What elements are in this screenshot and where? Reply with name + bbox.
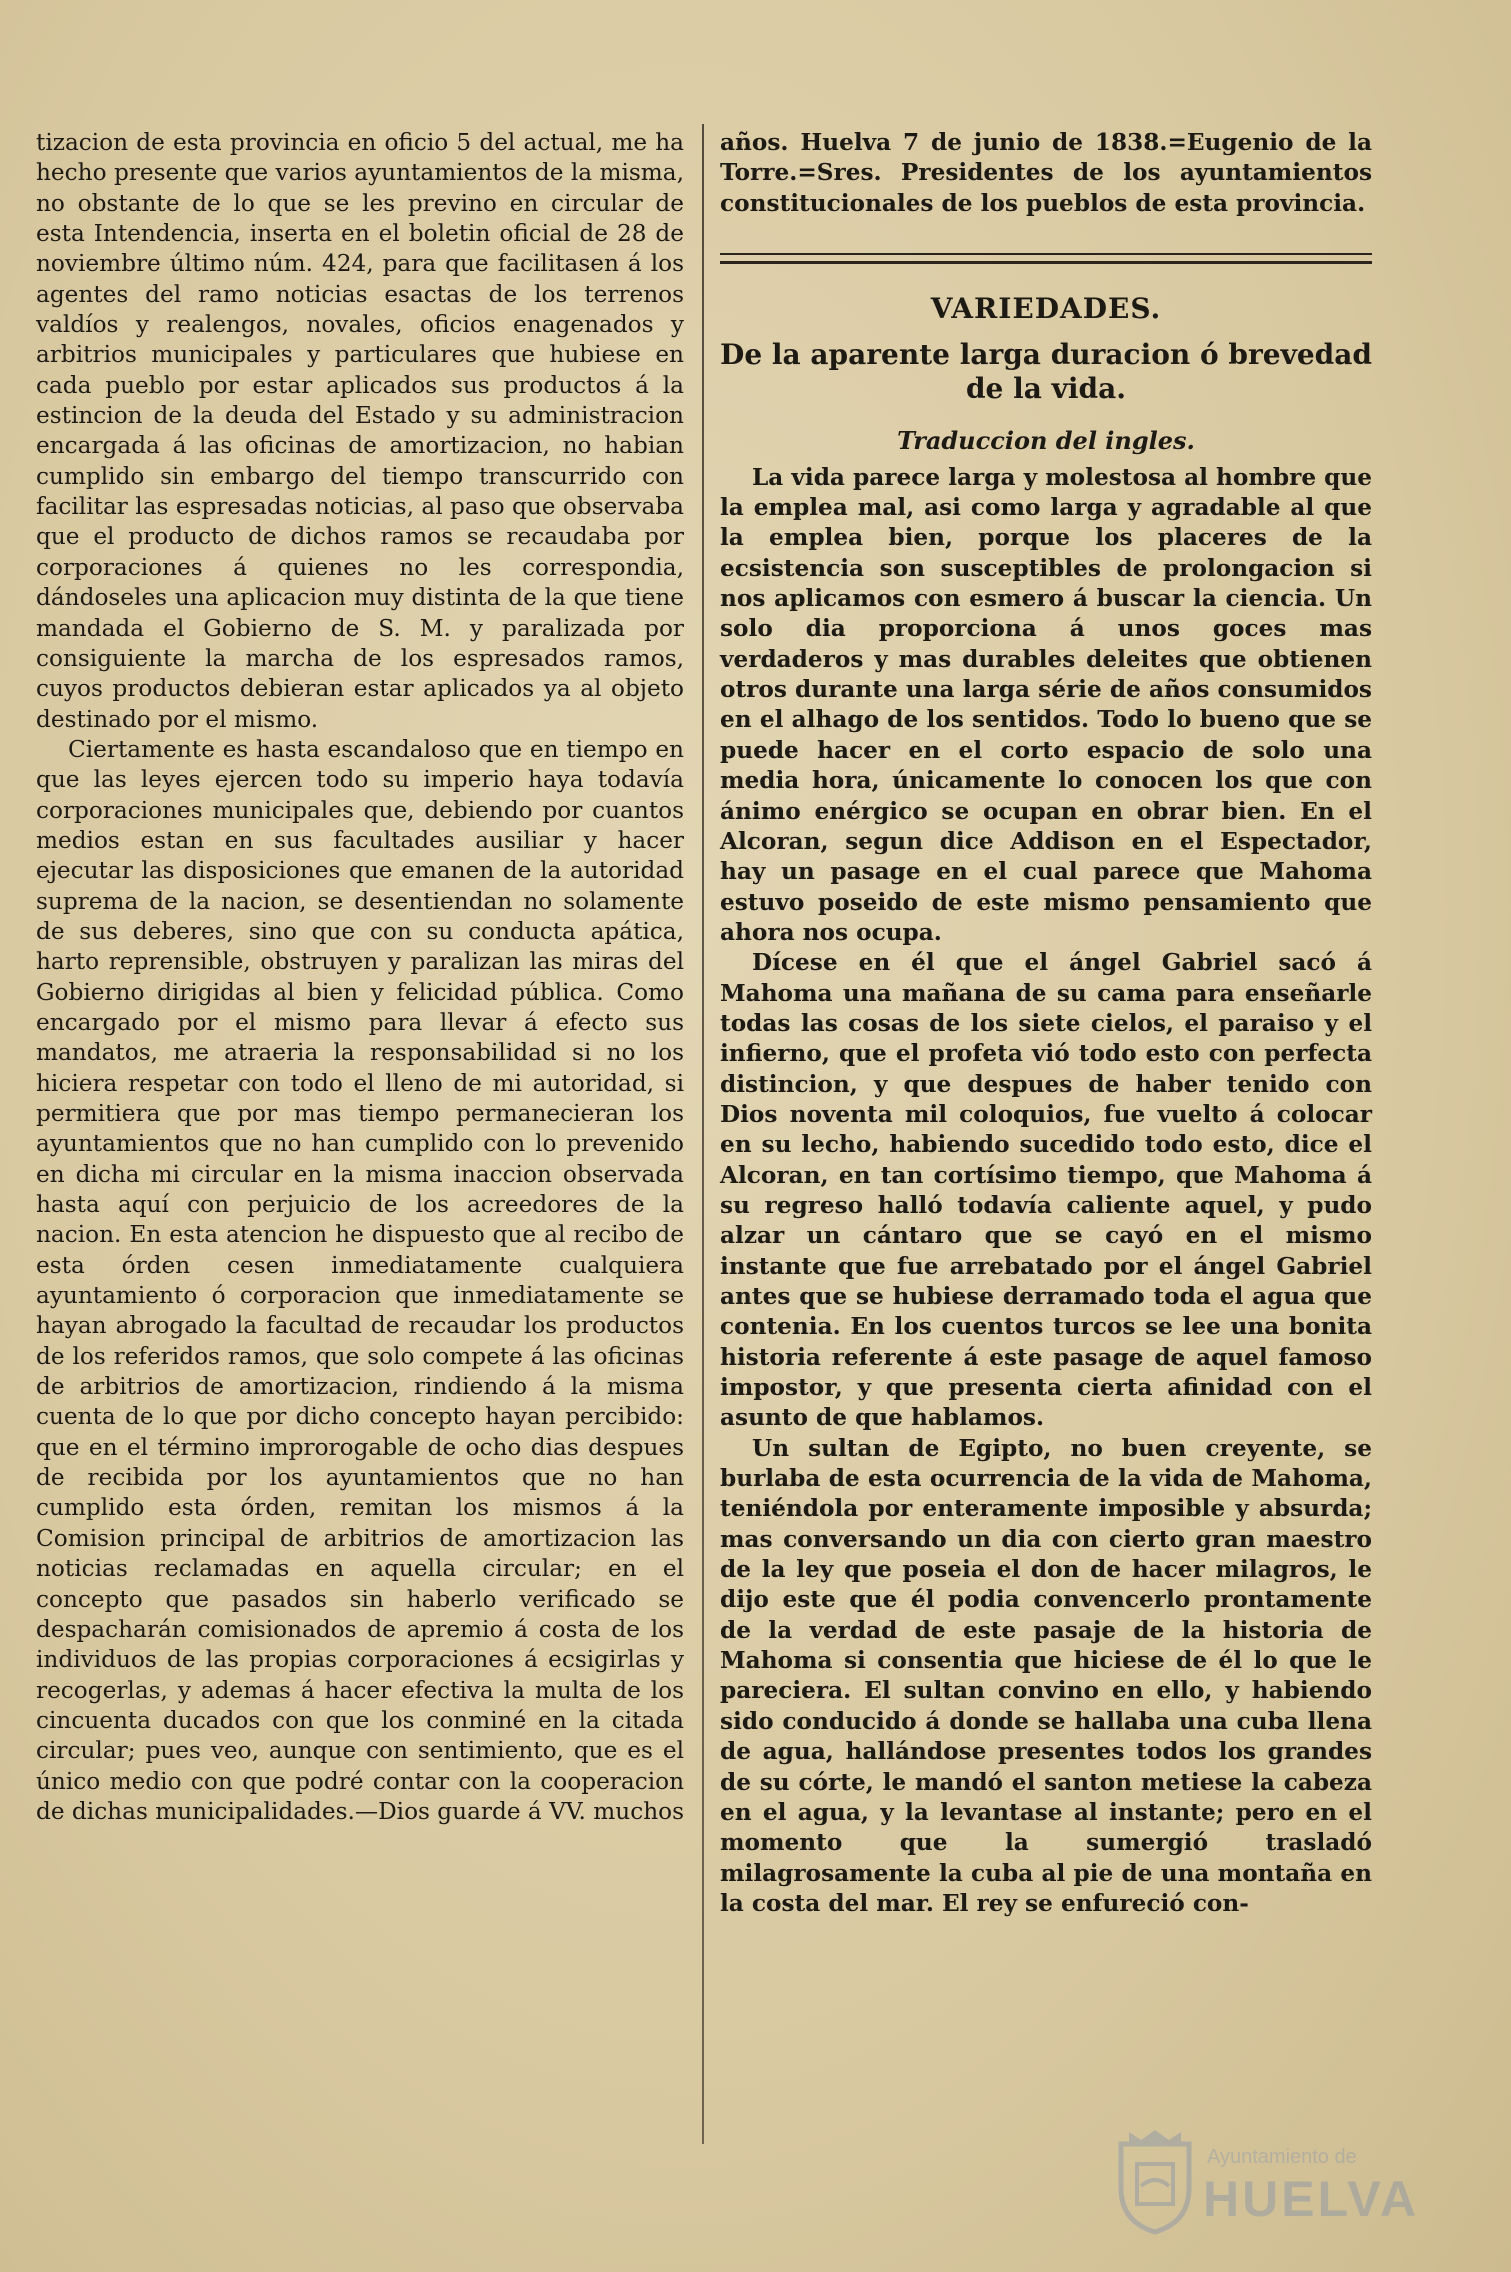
right-paragraph-2: Dícese en él que el ángel Gabriel sacó á Mahoma una mañana de su cama para enseñarle todas las cosas de los siete cielos, el paraiso y el infierno, que el profeta vió todo esto con perfecta distincion, y que despues de haber tenido con Dios noventa mil coloquios, fue vuelto á colocar en su lecho, habiendo sucedido todo esto, dice el Alcoran, en tan cortísimo tiempo, que Mahoma á su regreso halló todavía caliente aquel, y pudo alzar un cántaro que se cayó en el mismo instante que fue arrebatado por el ángel Gabriel antes que se hubiese derramado toda el agua que contenia. En los cuentos turcos se lee una bonita historia referente á este pasage de aquel famoso impostor, y que presenta cierta afinidad con el asunto de que hablamos. <box>720 949 1372 1432</box>
watermark-main-text: HUELVA <box>1203 2171 1420 2227</box>
section-heading: VARIEDADES. <box>930 292 1162 326</box>
left-column <box>36 128 684 2272</box>
section-divider <box>720 253 1372 264</box>
huelva-coat-of-arms-icon <box>1111 2126 1199 2236</box>
right-paragraph-1: La vida parece larga y molestosa al hombre que la emplea mal, asi como larga y agradable al que la emplea bien, porque los placeres de la ecsistencia son susceptibles de prolongacion si nos aplicamos con esmero á buscar la ciencia. Un solo dia proporciona á unos goces mas verdaderos y mas durables deleites que obtienen otros durante una larga série de años consumidos en el alhago de los sentidos. Todo lo bueno que se puede hacer en el corto espacio de solo una media hora, únicamente lo conocen los que con ánimo enérgico se ocupan en obrar bien. En el Alcoran, segun dice Addison en el Espectador, hay un pasage en el cual parece que Mahoma estuvo poseido de este mismo pensamiento que ahora nos ocupa. <box>720 463 1372 946</box>
archive-watermark <box>1111 2122 1471 2242</box>
letter-closing: años. Huelva 7 de junio de 1838.=Eugenio de la Torre.=Sres. Presidentes de los ayuntamientos constitucionales de los pueblos de esta provincia. <box>720 129 1372 217</box>
article-subtitle: Traduccion del ingles. <box>897 426 1195 456</box>
left-paragraph-1: tizacion de esta provincia en oficio 5 del actual, me ha hecho presente que varios ayuntamientos de la misma, no obstante de lo que se les previno en circular de esta Intendencia, inserta en el boletin oficial de 28 de noviembre último núm. 424, para que facilitasen á los agentes del ramo noticias esactas de los terrenos valdíos y realengos, novales, oficios enagenados y arbitrios municipales y particulares que hubiese en cada pueblo por estar aplicados sus productos á la estincion de la deuda del Estado y su administracion encargada á las oficinas de amortizacion, no habian cumplido sin embargo del tiempo transcurrido con facilitar las espresadas noticias, al paso que observaba que el producto de dichos ramos se recaudaba por corporaciones á quienes no les correspondia, dándoseles una aplicacion muy distinta de la que tiene mandada el Gobierno de S. M. y paralizada por consiguiente la marcha de los espresados ramos, cuyos productos debieran estar aplicados ya al objeto destinado por el mismo. <box>36 129 684 733</box>
right-paragraph-3: Un sultan de Egipto, no buen creyente, se burlaba de esta ocurrencia de la vida de Mahoma, teniéndola por enteramente imposible y absurda; mas conversando un dia con cierto gran maestro de la ley que poseia el don de hacer milagros, le dijo este que él podia convencerlo prontamente de la verdad de este pasaje de la historia de Mahoma si consentia que hiciese de él lo que le pareciera. El sultan convino en ello, y habiendo sido conducido á donde se hallaba una cuba llena de agua, hallándose presentes todos los grandes de su córte, le mandó el santon metiese la cabeza en el agua, y la levantase al instante; pero en el momento que la sumergió trasladó milagrosamente la cuba al pie de una montaña en la costa del mar. El rey se enfureció con- <box>720 1434 1372 1917</box>
left-paragraph-2: Ciertamente es hasta escandaloso que en tiempo en que las leyes ejercen todo su imperio haya todavía corporaciones municipales que, debiendo por cuantos medios estan en sus facultades ausiliar y hacer ejecutar las disposiciones que emanen de la autoridad suprema de la nacion, se desentiendan no solamente de sus deberes, sino que con su conducta apática, harto reprensible, obstruyen y paralizan las miras del Gobierno dirigidas al bien y felicidad pública. Como encargado por el mismo para llevar á efecto sus mandatos, me atraeria la responsabilidad si no los hiciera respetar con todo el lleno de mi autoridad, si permitiera que por mas tiempo permanecieran los ayuntamientos que no han cumplido con lo prevenido en dicha mi circular en la misma inaccion observada hasta aquí con perjuicio de los acreedores de la nacion. En esta atencion he dispuesto que al recibo de esta órden cesen inmediatamente cualquiera ayuntamiento ó corporacion que inmediatamente se hayan abrogado la facultad de recaudar los productos de los referidos ramos, que solo compete á las oficinas de arbitrios de amortizacion, rindiendo á la misma cuenta de lo que por dicho concepto hayan percibido: que en el término improrogable de ocho dias despues de recibida por los ayuntamientos que no han cumplido esta órden, remitan los mismos á la Comision principal de arbitrios de amortizacion las noticias reclamadas en aquella circular; en el concepto que pasados sin haberlo verificado se despacharán comisionados de apremio á costa de los individuos de las propias corporaciones á ecsigirlas y recogerlas, y ademas á hacer efectiva la multa de los cincuenta ducados con que los conminé en la citada circular; pues veo, aunque con sentimiento, que es el único medio con que podré contar con la cooperacion de dichas municipalidades.—Dios guarde á VV. muchos <box>36 735 685 1825</box>
watermark-top-text: Ayuntamiento de <box>1207 2146 1357 2168</box>
right-column <box>720 128 1372 2272</box>
article-title: De la aparente larga duracion ó brevedad de la vida. <box>720 338 1372 406</box>
column-divider <box>702 124 704 2144</box>
